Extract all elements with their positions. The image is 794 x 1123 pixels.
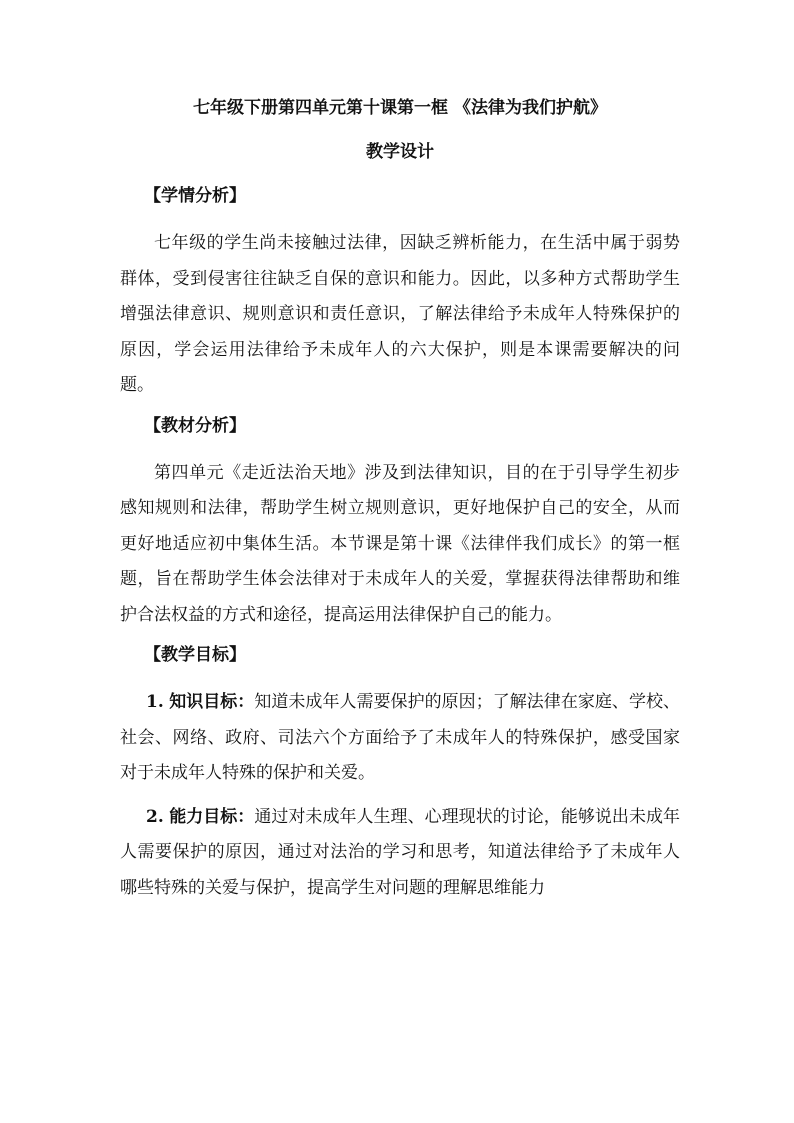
document-title: 七年级下册第四单元第十课第一框 《法律为我们护航》 — [193, 98, 607, 118]
goal-text: 知道未成年人需要保护的原因；了解法律在家庭、学校、社会、网络、政府、司法六个方面给予了未成年人的特殊保护，感受国家对于未成年人特殊的保护和关爱。 — [120, 692, 681, 783]
goal-label: 能力目标： — [169, 806, 255, 827]
goal-item-knowledge — [120, 685, 680, 792]
section-paragraph-learner-analysis: 七年级的学生尚未接触过法律，因缺乏辨析能力，在生活中属于弱势群体，受到侵害往往缺乏自保的意识和能力。因此，以多种方式帮助学生增强法律意识、规则意识和责任意识，了解法律给予未成年人特殊保护的原因，学会运用法律给予未成年人的六大保护，则是本课需要解决的问题。 — [120, 233, 680, 395]
section-paragraph-textbook-analysis: 第四单元《走近法治天地》涉及到法律知识，目的在于引导学生初步感知规则和法律，帮助学生树立规则意识，更好地保护自己的安全，从而更好地适应初中集体生活。本节课是第十课《法律伴我们成长》的第一框题，旨在帮助学生体会法律对于未成年人的关爱，掌握获得法律帮助和维护合法权益的方式和途径，提高运用法律保护自己的能力。 — [120, 462, 680, 625]
goal-number: 1. — [146, 692, 164, 712]
goal-number: 2. — [146, 806, 164, 827]
section-heading-textbook-analysis: 【教材分析】 — [144, 415, 246, 436]
document-subtitle: 教学设计 — [366, 142, 434, 162]
section-heading-teaching-goals: 【教学目标】 — [144, 645, 246, 665]
document-page — [120, 94, 680, 914]
goal-item-ability — [120, 800, 680, 907]
section-heading-learner-analysis: 【学情分析】 — [144, 186, 246, 206]
goal-text: 通过对未成年人生理、心理现状的讨论，能够说出未成年人需要保护的原因，通过对法治的学习和思考，知道法律给予了未成年人哪些特殊的关爱与保护，提高学生对问题的理解思维能力 — [120, 806, 681, 898]
goal-label: 知识目标： — [169, 692, 255, 712]
